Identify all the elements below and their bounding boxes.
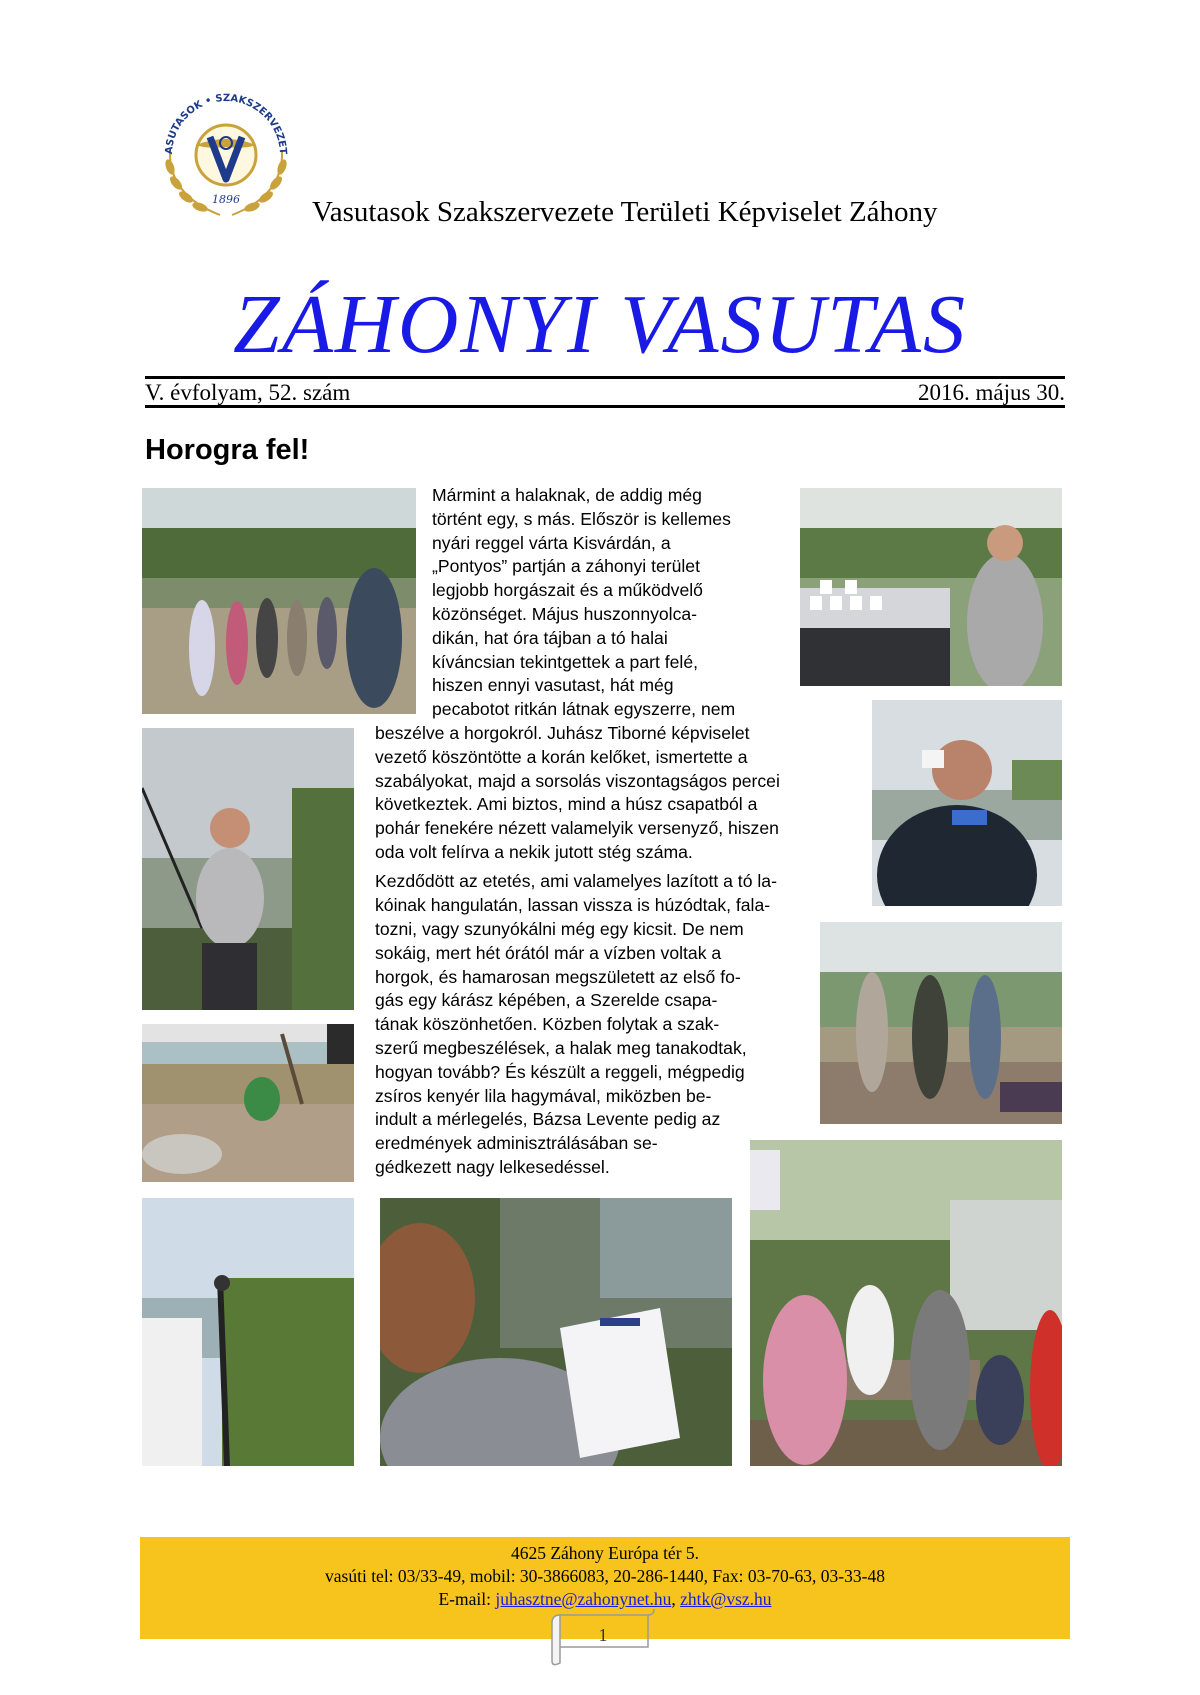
article-paragraph-2-top — [375, 870, 852, 918]
text-line: pohár fenekére nézett valamelyik versenyző, hiszen — [375, 818, 779, 839]
article-paragraph-2-middle — [375, 918, 803, 1132]
text-line: közönséget. Május huszonnyolca- — [432, 603, 698, 624]
article-paragraph-1-top — [432, 484, 782, 698]
text-line: hiszen ennyi vasutast, hát még — [432, 675, 674, 696]
text-line: Kezdődött az etetés, ami valamelyes lazított a tó la- — [375, 871, 777, 891]
text-line: kíváncsian tekintgettek a part felé, — [432, 651, 699, 672]
photo-breakfast-table — [750, 1140, 1062, 1466]
text-line: pecabotot ritkán látnak egyszerre, nem — [432, 699, 736, 719]
photo-anglers-on-shore — [142, 1024, 354, 1182]
photo-group-at-lake — [142, 488, 416, 714]
text-line: „Pontyos” partján a záhonyi terület — [432, 556, 700, 577]
email-link-juhasztne[interactable]: juhasztne@zahonynet.hu — [495, 1589, 672, 1609]
text-line: szabályokat, majd a sorsolás viszontagságos percei — [375, 770, 780, 791]
text-line: nyári reggel várta Kisvárdán, a — [432, 532, 671, 553]
photo-rod-and-reeds — [142, 1198, 354, 1466]
text-line: beszélve a horgokról. Juhász Tiborné képviselet — [375, 723, 750, 743]
logo-arc-text: ASUTASOK • SZAKSZERVEZET — [163, 92, 289, 155]
text-line: sokáig, mert hét órától már a vízben voltak a — [375, 942, 722, 963]
text-line: legjobb horgászait és a működvelő — [432, 580, 703, 601]
text-line: vezető köszöntötte a korán kelőket, ismertette a — [375, 746, 748, 767]
footer-phones: vasúti tel: 03/33-49, mobil: 30-3866083, 20-286-1440, Fax: 03-70-63, 03-33-48 — [325, 1566, 885, 1586]
article-paragraph-2-bottom — [375, 1132, 735, 1180]
text-line: dikán, hat óra tájban a tó halai — [432, 627, 668, 648]
text-line: eredmények adminisztrálásában se- — [375, 1133, 658, 1153]
text-line: hogyan tovább? És készült a reggeli, mégpedig — [375, 1061, 745, 1082]
text-line: szerű megbeszélések, a halak meg tanakodtak, — [375, 1037, 747, 1058]
text-line: kóinak hangulatán, lassan vissza is húzódtak, fala- — [375, 894, 771, 915]
text-line: tának köszönhetően. Közben folytak a szak- — [375, 1014, 720, 1035]
text-line: gédkezett nagy lelkesedéssel. — [375, 1156, 610, 1177]
text-line: horgok, és hamarosan megszületett az első fo- — [375, 966, 741, 987]
article-paragraph-1-wide — [432, 698, 852, 722]
issue-date: 2016. május 30. — [918, 380, 1065, 405]
footer-address: 4625 Záhony Európa tér 5. — [510, 1543, 700, 1563]
text-line: oda volt felírva a nekik jutott stég száma. — [375, 841, 693, 862]
photo-group-weighing — [820, 922, 1062, 1124]
organization-name: Vasutasok Szakszervezete Területi Képviselet Záhony — [312, 196, 938, 228]
union-logo — [150, 75, 302, 227]
text-line: Mármint a halaknak, de addig még — [432, 485, 702, 505]
photo-boy-with-papers — [380, 1198, 732, 1466]
logo-year: 1896 — [212, 193, 240, 206]
email-link-zhtk[interactable]: zhtk@vsz.hu — [680, 1589, 772, 1609]
article-paragraph-1-bottom — [375, 722, 852, 865]
photo-man-drinking — [872, 700, 1062, 906]
text-line: tozni, vagy szunyókálni még egy kicsit. De nem — [375, 919, 744, 939]
masthead-title: ZÁHONYI VASUTAS — [233, 278, 967, 371]
photo-cups-on-car — [800, 488, 1062, 686]
text-line: következtek. Ami biztos, mind a húsz csapatból a — [375, 794, 758, 815]
text-line: indult a mérlegelés, Bázsa Levente pedig az — [375, 1109, 721, 1130]
text-line: történt egy, s más. Először is kellemes — [432, 508, 731, 529]
page-number: 1 — [598, 1625, 608, 1645]
masthead-rule-bottom — [145, 405, 1065, 408]
email-label: E-mail: — [438, 1589, 496, 1609]
photo-fisherman-with-rod — [142, 728, 354, 1010]
text-line: gás egy kárász képében, a Szerelde csapa- — [375, 990, 718, 1011]
email-separator: , — [671, 1589, 681, 1609]
article-title: Horogra fel! — [145, 434, 310, 466]
issue-number: V. évfolyam, 52. szám — [145, 380, 351, 405]
masthead-rule-top — [145, 376, 1065, 379]
text-line: zsíros kenyér lila hagymával, miközben be- — [375, 1085, 712, 1106]
